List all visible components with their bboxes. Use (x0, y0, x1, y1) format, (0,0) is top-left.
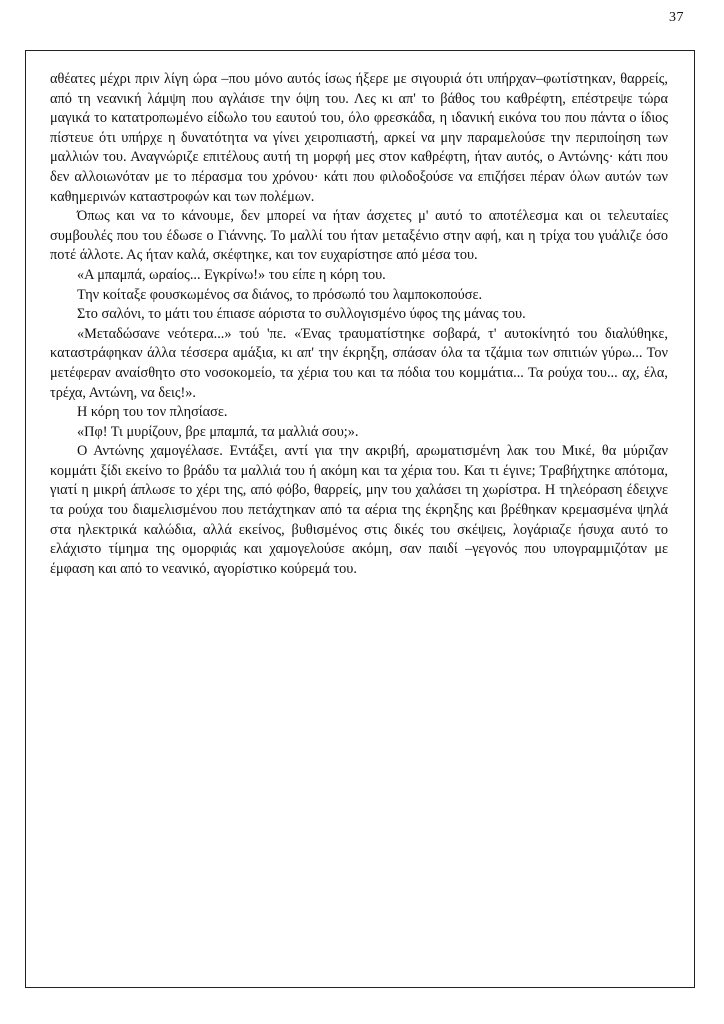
paragraph: Στο σαλόνι, το μάτι του έπιασε αόριστα το συλλογισμένο ύφος της μάνας του. (77, 306, 526, 323)
paragraph: «Πφ! Τι μυρίζουν, βρε μπαμπά, τα μαλλιά σου;». (77, 423, 359, 440)
paragraph: «Α μπαμπά, ωραίος... Εγκρίνω!» του είπε η κόρη του. (77, 266, 386, 283)
paragraph: Η κόρη του τον πλησίασε. (77, 404, 228, 421)
text-body (50, 70, 668, 579)
paragraph: Την κοίταξε φουσκωμένος σα διάνος, το πρόσωπό του λαμποκοπούσε. (77, 286, 483, 303)
page-number: 37 (669, 10, 684, 25)
paragraph: «Μεταδώσανε νεότερα...» τού 'πε. «Ένας τραυματίστηκε σοβαρά, τ' αυτοκίνητό του διαλύθηκε, καταστράφηκαν άλλα τέσσερα αμάξια, κι απ' την έκρηξη, σπάσαν όλα τα τζάμια των σπιτιών γύρω... Τον μετέφεραν αναίσθητο στο νοσοκομείο, τα χέρια του και τα πόδια του κομμάτια... Τα ρούχα του... αχ, έλα, τρέχα, Αντώνη, να δεις!». (50, 325, 668, 401)
paragraph: Ο Αντώνης χαμογέλασε. Εντάξει, αντί για την ακριβή, αρωματισμένη λακ του Μικέ, θα μύριζαν κομμάτι ξίδι εκείνο το βράδυ τα μαλλιά του ή ακόμη και τα χέρια του. Και τι έγινε; Τραβήχτηκε απότομα, γιατί η μικρή άπλωσε το χέρι της, από φόβο, θαρρείς, μην του χαλάσει τη χωρίστρα. Η τηλεόραση έδειχνε τα ρούχα του διαμελισμένου που πετάχτηκαν από τα αέρια της έκρηξης και βρέθηκαν κρεμασμένα ψηλά στα ηλεκτρικά καλώδια, αλλά εκείνος, βυθισμένος στις δικές του σκέψεις, λογάριαζε ήσυχα αυτό το ελάχιστο τίμημα της ομορφιάς και χαμογελούσε ακόμη, σαν παιδί –γεγονός που υπογραμμιζόταν με έμφαση και από το νεανικό, αγορίστικο κούρεμά του. (50, 443, 668, 577)
paragraph: Όπως και να το κάνουμε, δεν μπορεί να ήταν άσχετες μ' αυτό το αποτέλεσμα και οι τελευταίες συμβουλές που του έδωσε ο Γιάννης. Το μαλλί του ήταν μεταξένιο στην αφή, και η τρίχα του γυάλιζε όσο ποτέ άλλοτε. Ας ήταν καλά, σκέφτηκε, και τον ευχαρίστησε από μέσα του. (50, 208, 668, 264)
paragraph: αθέατες μέχρι πριν λίγη ώρα –που μόνο αυτός ίσως ήξερε με σιγουριά ότι υπήρχαν–φωτίστηκαν, θαρρείς, από τη νεανική λάμψη που αγλάισε την όψη του. Λες κι απ' το βάθος του καθρέφτη, επέστρεψε τώρα μαγικά το κατατροπωμένο είδωλο του εαυτού του, όλο φρεσκάδα, η ιδανική εικόνα του που πάντα ο ίδιος πίστευε ότι υπήρχε η δυνατότητα να γίνει χειροπιαστή, αρκεί να μην παραμελούσε την περιποίηση των μαλλιών του. Αναγνώριζε επιτέλους αυτή τη μορφή μες στον καθρέφτη, ήταν αυτός, ο Αντώνης· κάτι που δεν αλλοιωνόταν με το πέρασμα του χρόνου· κάτι που φιλοδοξούσε να επιζήσει πέραν όλων αυτών των καθημερινών καταστροφών και των πολέμων. (50, 71, 668, 205)
